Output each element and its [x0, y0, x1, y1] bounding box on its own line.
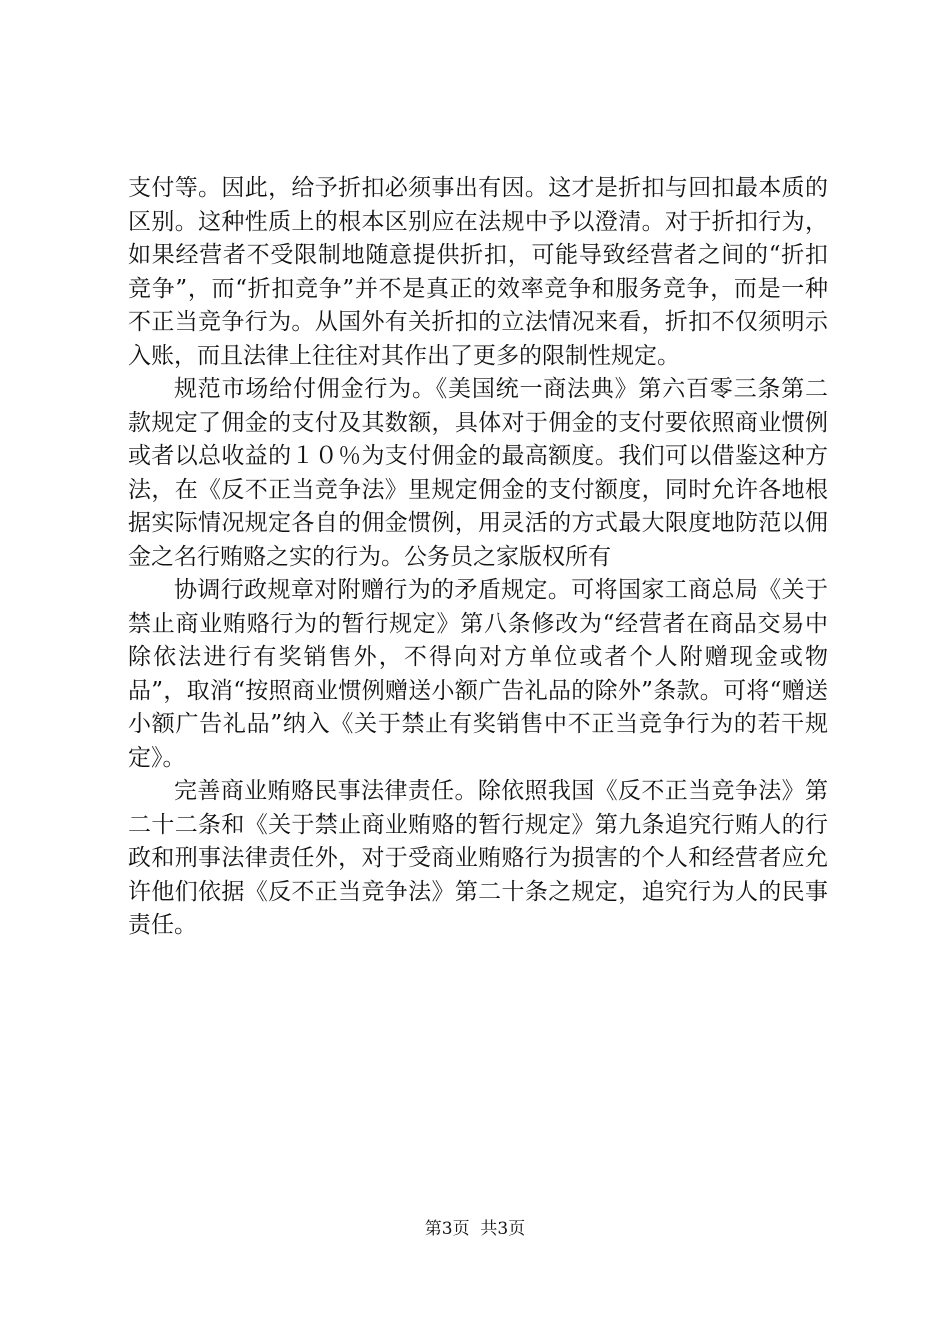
page-footer: [0, 1214, 950, 1239]
paragraph-1: 支付等。因此，给予折扣必须事出有因。这才是折扣与回扣最本质的区别。这种性质上的根本区别应在法规中予以澄清。对于折扣行为，如果经营者不受限制地随意提供折扣，可能导致经营者之间的“折扣竞争”，而“折扣竞争”并不是真正的效率竞争和服务竞争，而是一种不正当竞争行为。从国外有关折扣的立法情况来看，折扣不仅须明示入账，而且法律上往往对其作出了更多的限制性规定。: [128, 175, 828, 369]
paragraph-3: 协调行政规章对附赠行为的矛盾规定。可将国家工商总局《关于禁止商业贿赂行为的暂行规定》第八条修改为“经营者在商品交易中除依法进行有奖销售外，不得向对方单位或者个人附赠现金或物品”，取消“按照商业惯例赠送小额广告礼品的除外”条款。可将“赠送小额广告礼品”纳入《关于禁止有奖销售中不正当竞争行为的若干规定》。: [128, 577, 828, 771]
paragraph-4: 完善商业贿赂民事法律责任。除依照我国《反不正当竞争法》第二十二条和《关于禁止商业贿赂的暂行规定》第九条追究行贿人的行政和刑事法律责任外，对于受商业贿赂行为损害的个人和经营者应允许他们依据《反不正当竞争法》第二十条之规定，追究行为人的民事责任。: [128, 778, 828, 938]
page-number-label: 第3页 共3页: [424, 1219, 526, 1239]
document-body: [128, 172, 828, 943]
paragraph-2: 规范市场给付佣金行为。《美国统一商法典》第六百零三条第二款规定了佣金的支付及其数额，具体对于佣金的支付要依照商业惯例或者以总收益的１０％为支付佣金的最高额度。我们可以借鉴这种方法，在《反不正当竞争法》里规定佣金的支付额度，同时允许各地根据实际情况规定各自的佣金惯例，用灵活的方式最大限度地防范以佣金之名行贿赂之实的行为。公务员之家版权所有: [128, 376, 828, 570]
